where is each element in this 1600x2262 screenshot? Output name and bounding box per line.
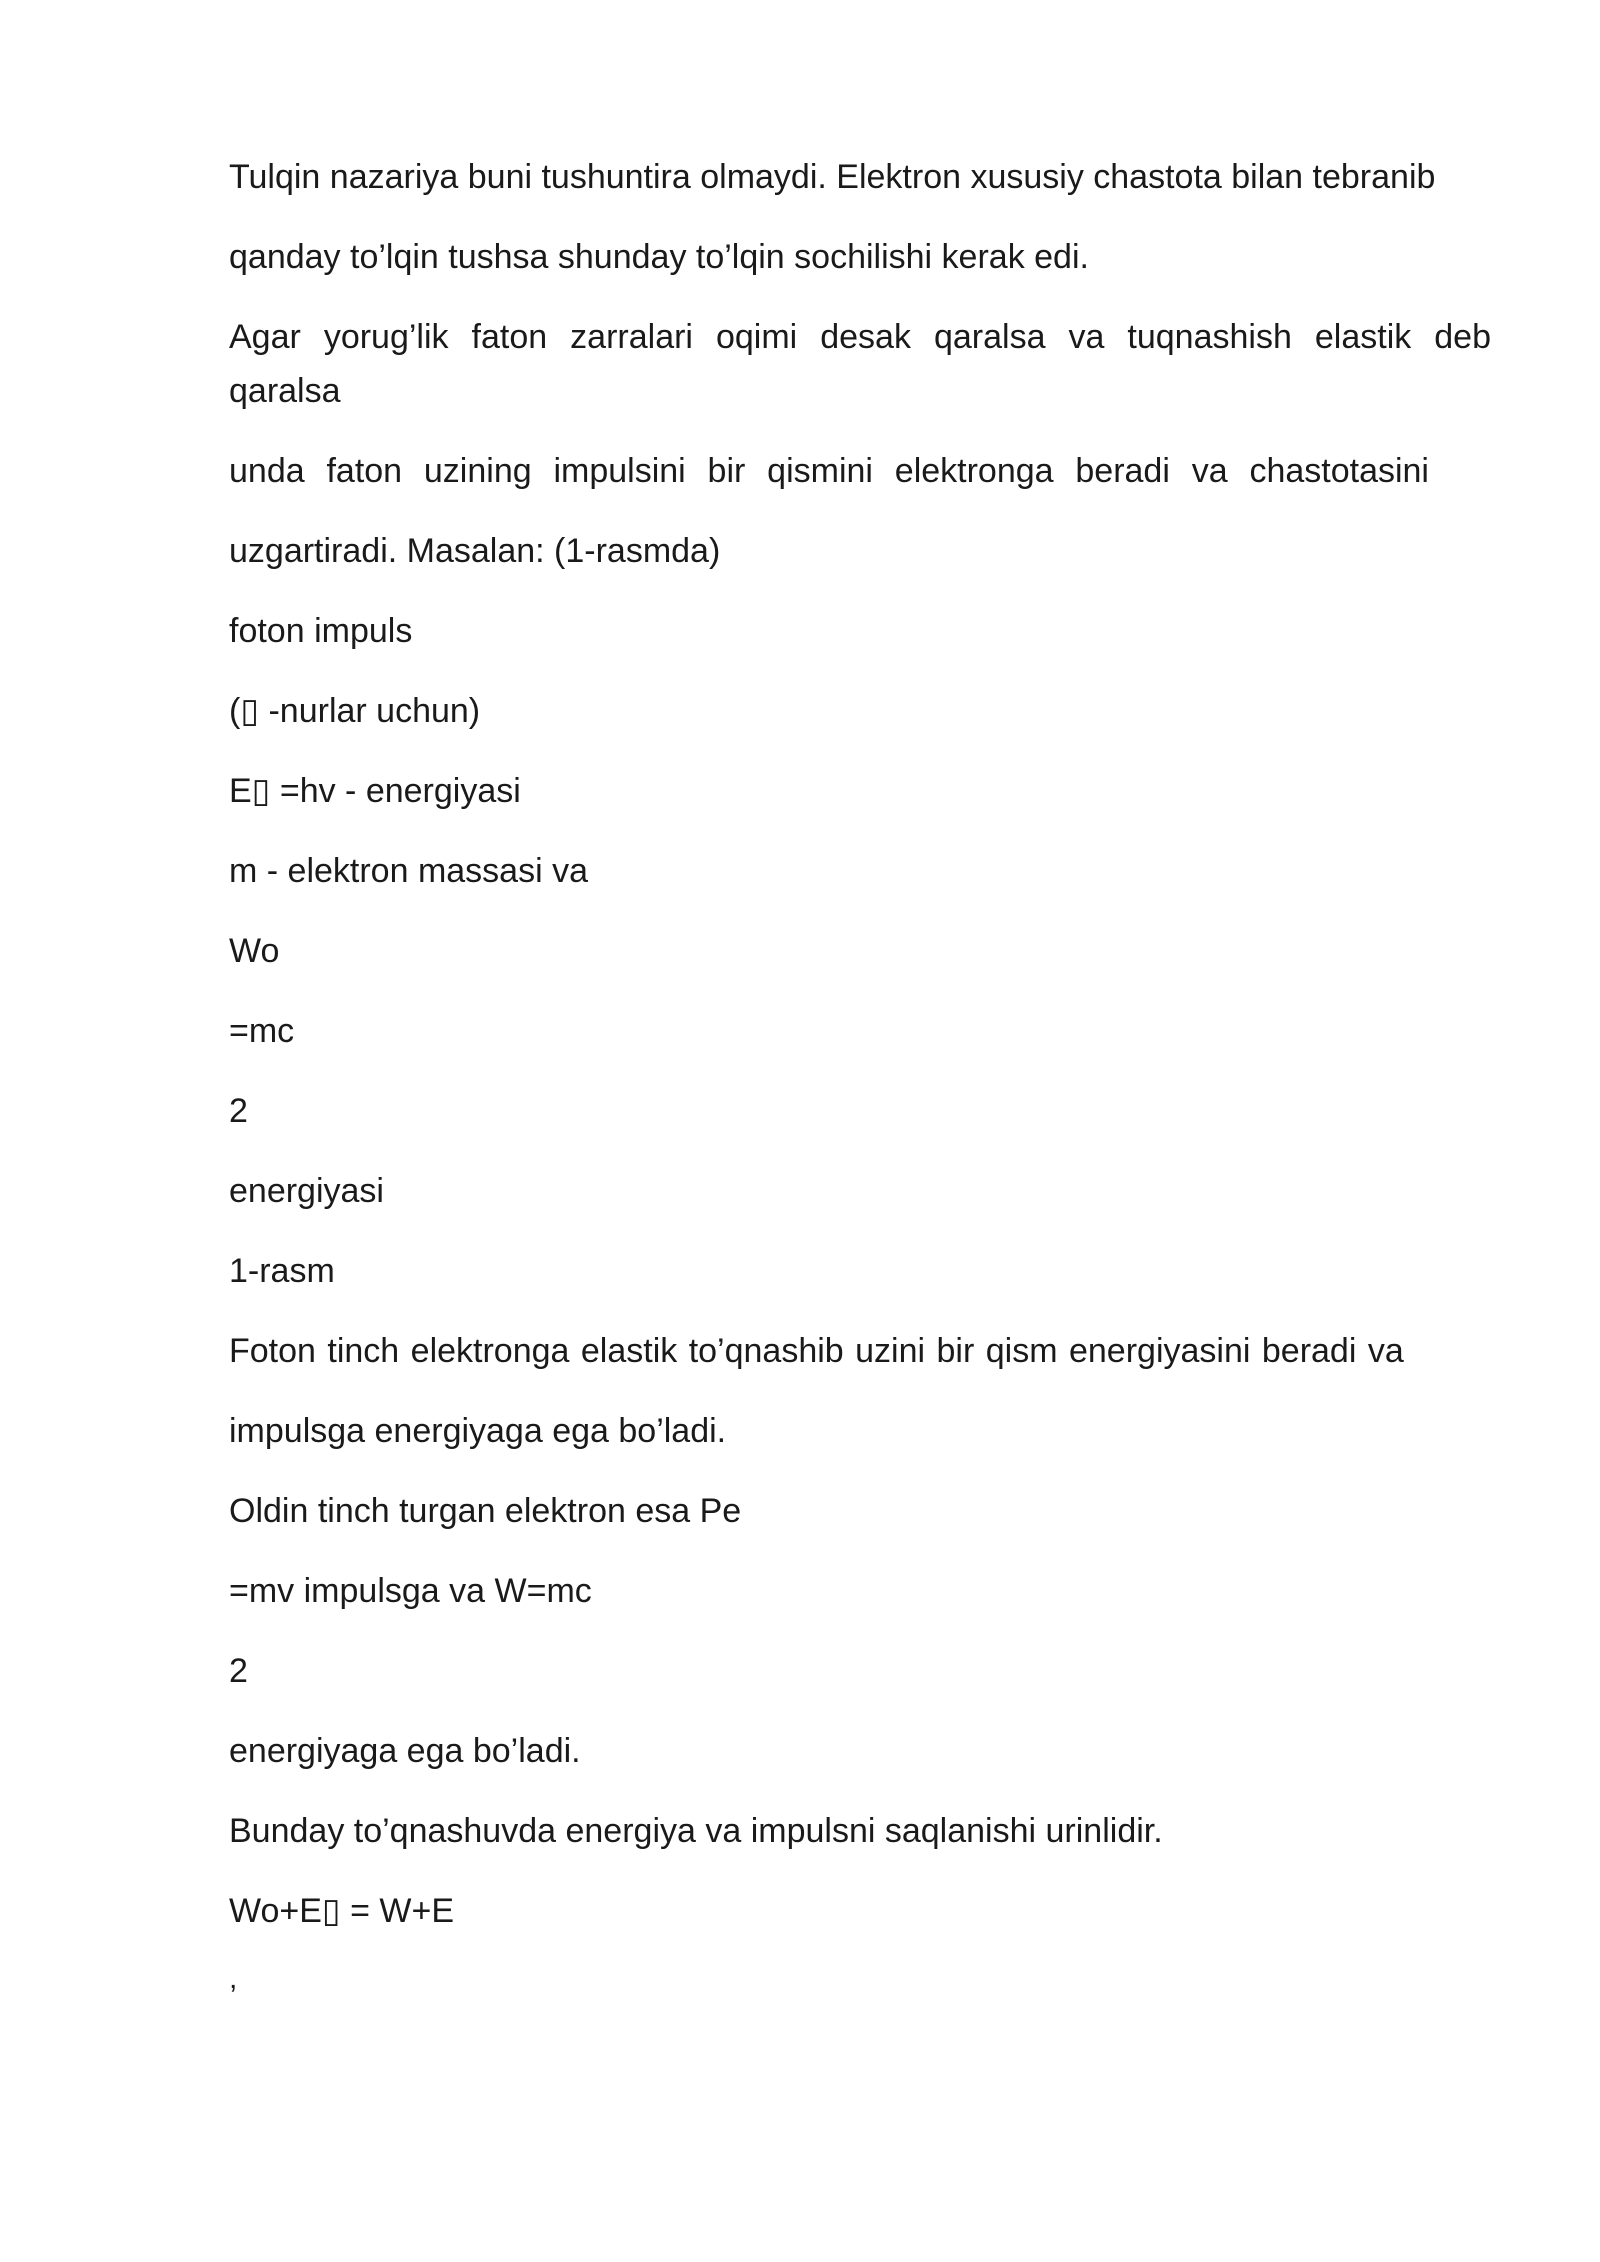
paragraph-10: Wo <box>229 932 280 970</box>
paragraph-12: 2 <box>229 1092 248 1130</box>
paragraph-2: qanday to’lqin tushsa shunday to’lqin sochilishi kerak edi. <box>229 238 1089 276</box>
paragraph-17: Oldin tinch turgan elektron esa Pe <box>229 1492 742 1530</box>
paragraph-6: foton impuls <box>229 612 413 650</box>
paragraph-9: m - elektron massasi va <box>229 852 588 890</box>
paragraph-11: =mc <box>229 1012 295 1050</box>
paragraph-19: 2 <box>229 1652 248 1690</box>
paragraph-15: Foton tinch elektronga elastik to’qnashib uzini bir qism energiyasini beradi va <box>229 1332 1404 1370</box>
paragraph-5: uzgartiradi. Masalan: (1-rasmda) <box>229 532 721 570</box>
paragraph-16: impulsga energiyaga ega bo’ladi. <box>229 1412 727 1450</box>
paragraph-18: =mv impulsga va W=mc <box>229 1572 592 1610</box>
paragraph-21: Bunday to’qnashuvda energiya va impulsni saqlanishi urinlidir. <box>229 1812 1163 1850</box>
paragraph-20: energiyaga ega bo’ladi. <box>229 1732 581 1770</box>
paragraph-14: 1-rasm <box>229 1252 335 1290</box>
paragraph-4: unda faton uzining impulsini bir qismini elektronga beradi va chastotasini <box>229 452 1429 490</box>
paragraph-8: E▯ =hv - energiyasi <box>229 772 521 810</box>
paragraph-3: Agar yorug’lik faton zarralari oqimi desak qaralsa va tuqnashish elastik deb qaralsa <box>229 318 1491 410</box>
paragraph-1: Tulqin nazariya buni tushuntira olmaydi. Elektron xususiy chastota bilan tebranib <box>229 158 1436 196</box>
document-body <box>229 150 1491 2020</box>
paragraph-22: Wo+E▯ = W+E <box>229 1892 455 1930</box>
paragraph-13: energiyasi <box>229 1172 384 1210</box>
paragraph-23: , <box>229 1962 238 1995</box>
paragraph-7: (▯ -nurlar uchun) <box>229 692 481 730</box>
